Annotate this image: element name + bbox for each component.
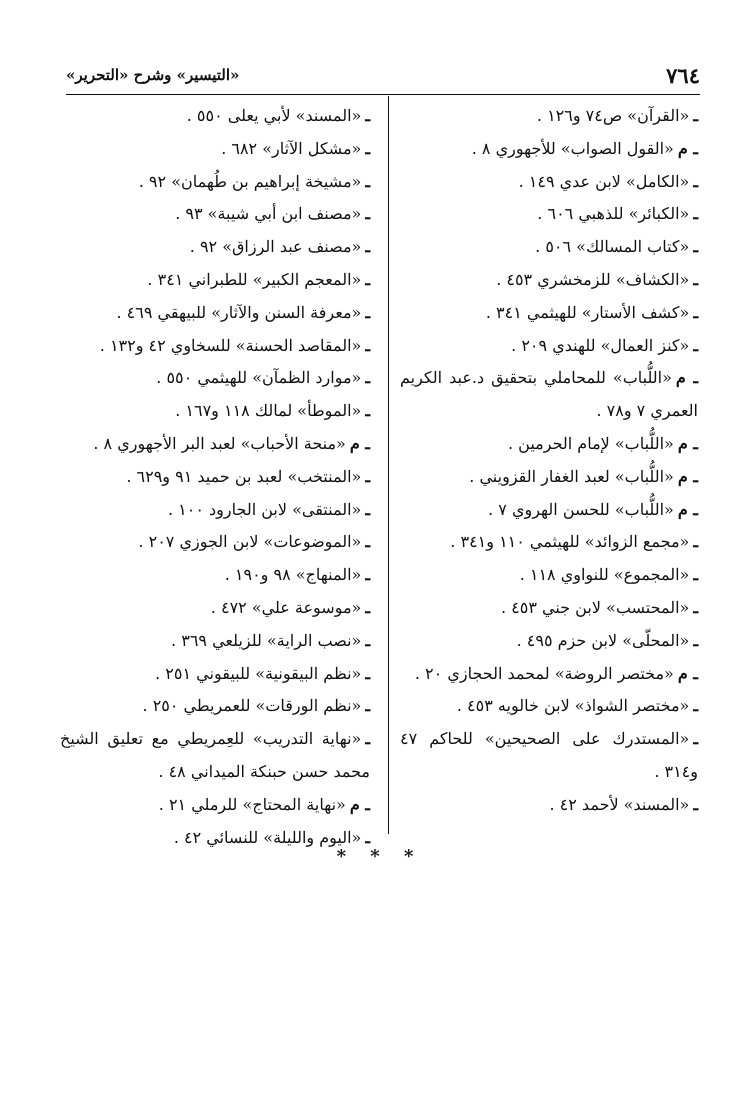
index-entry [400, 592, 698, 625]
index-entry [400, 264, 698, 297]
index-entry [60, 461, 370, 494]
entry-text: «اليوم والليلة» للنسائي ٤٢ . [173, 827, 362, 847]
entry-marker: ـ [693, 171, 698, 191]
index-entry [400, 494, 698, 527]
entry-marker: ـ [693, 696, 698, 716]
index-column-left [60, 100, 370, 854]
entry-text: «مصنف ابن أبي شيبة» ٩٣ . [175, 204, 362, 224]
page-header [66, 58, 700, 92]
index-entry [400, 559, 698, 592]
index-entry [60, 526, 370, 559]
entry-marker: ـ [693, 237, 698, 257]
entry-text: «الموضوعات» لابن الجوزي ٢٠٧ . [138, 532, 362, 552]
entry-marker: ـ [365, 630, 370, 650]
entry-text: «مختصر الشواذ» لابن خالويه ٤٥٣ . [456, 696, 690, 716]
entry-text: «المنتقى» لابن الجارود ١٠٠ . [168, 499, 362, 519]
index-entry [400, 526, 698, 559]
index-entry [400, 625, 698, 658]
entry-text: «المحلّى» لابن حزم ٤٩٥ . [516, 630, 690, 650]
entry-marker: ـ [365, 532, 370, 552]
index-entry [60, 428, 370, 461]
index-entry [400, 362, 698, 428]
entry-marker: ـ [365, 565, 370, 585]
header-rule [66, 94, 700, 95]
entry-text: «المحتسب» لابن جني ٤٥٣ . [501, 597, 690, 617]
entry-marker: ـ [693, 106, 698, 125]
entry-text: «مجمع الزوائد» للهيثمي ١١٠ و٣٤١ . [450, 532, 690, 552]
index-entry [400, 330, 698, 363]
entry-marker: ـ [693, 335, 698, 355]
index-entry [60, 297, 370, 330]
index-entry [400, 100, 698, 133]
entry-text: «اللُّباب» للمحاملي بتحقيق د.عبد الكريم العمري ٧ و٧٨ . [400, 368, 698, 421]
index-entry [60, 789, 370, 822]
index-entry [60, 133, 370, 166]
entry-marker: ـ م [677, 433, 698, 453]
entry-marker: ـ [365, 401, 370, 421]
entry-marker: ـ [693, 269, 698, 289]
entry-text: «الكشاف» للزمخشري ٤٥٣ . [496, 269, 690, 289]
entry-text: «كنز العمال» للهندي ٢٠٩ . [511, 335, 690, 355]
index-entry [60, 231, 370, 264]
index-entry [400, 297, 698, 330]
entry-text: «كتاب المسالك» ٥٠٦ . [535, 237, 690, 257]
entry-text: «معرفة السنن والآثار» للبيهقي ٤٦٩ . [116, 302, 362, 322]
index-entry [60, 625, 370, 658]
index-entry [60, 494, 370, 527]
entry-marker: ـ م [349, 433, 370, 453]
index-entry [60, 723, 370, 789]
entry-text: «الكامل» لابن عدي ١٤٩ . [518, 171, 690, 191]
entry-text: «نصب الراية» للزيلعي ٣٦٩ . [171, 630, 362, 650]
entry-marker: ـ م [349, 794, 370, 814]
index-entry [60, 198, 370, 231]
entry-marker: ـ م [675, 368, 699, 388]
entry-marker: ـ [693, 565, 698, 585]
entry-marker: ـ م [677, 138, 698, 158]
entry-text: «مشكل الآثار» ٦٨٢ . [221, 138, 362, 158]
entry-text: «القرآن» ص٧٤ و١٢٦ . [536, 106, 690, 125]
index-entry [400, 428, 698, 461]
entry-marker: ـ [693, 532, 698, 552]
entry-text: «المجموع» للنواوي ١١٨ . [519, 565, 690, 585]
entry-marker: ـ [365, 499, 370, 519]
entry-text: «المسند» لأحمد ٤٢ . [549, 794, 690, 814]
entry-marker: ـ م [677, 466, 698, 486]
entry-text: «نهاية المحتاج» للرملي ٢١ . [158, 794, 346, 814]
entry-marker: ـ [365, 663, 370, 683]
index-entry [60, 100, 370, 133]
entry-text: «المستدرك على الصحيحين» للحاكم ٤٧ و٣١٤ . [400, 729, 698, 781]
entry-text: «المقاصد الحسنة» للسخاوي ٤٢ و١٣٢ . [99, 335, 362, 355]
entry-text: «كشف الأستار» للهيثمي ٣٤١ . [485, 302, 690, 322]
index-entry [60, 559, 370, 592]
entry-text: «الكبائر» للذهبي ٦٠٦ . [537, 204, 690, 224]
entry-marker: ـ [365, 237, 370, 257]
index-entry [400, 166, 698, 199]
column-divider [388, 96, 389, 834]
entry-marker: ـ [365, 466, 370, 486]
index-entry [60, 690, 370, 723]
index-entry [60, 330, 370, 363]
entry-text: «المنهاج» ٩٨ و١٩٠ . [224, 565, 362, 585]
section-separator-stars: * * * [336, 846, 414, 867]
entry-text: «موسوعة علي» ٤٧٢ . [210, 597, 362, 617]
entry-text: «نظم الورقات» للعمريطي ٢٥٠ . [142, 696, 362, 716]
index-entry [60, 362, 370, 395]
entry-text: «المسند» لأبي يعلى ٥٥٠ . [186, 106, 362, 125]
index-entry [400, 789, 698, 822]
index-entry [400, 198, 698, 231]
entry-text: «مختصر الروضة» لمحمد الحجازي ٢٠ . [414, 663, 674, 683]
entry-marker: ـ [365, 106, 370, 125]
entry-marker: ـ [365, 269, 370, 289]
entry-marker: ـ [365, 138, 370, 158]
index-entry [400, 658, 698, 691]
entry-marker: ـ [365, 729, 370, 749]
entry-marker: ـ [693, 630, 698, 650]
entry-marker: ـ [365, 204, 370, 224]
entry-marker: ـ م [677, 499, 698, 519]
index-entry [400, 231, 698, 264]
running-title: «التيسير» وشرح «التحرير» [66, 66, 240, 84]
entry-marker: ـ [693, 794, 698, 814]
index-entry [60, 658, 370, 691]
entry-marker: ـ [365, 827, 370, 847]
index-entry [400, 461, 698, 494]
entry-marker: ـ [693, 204, 698, 224]
entry-marker: ـ [693, 597, 698, 617]
entry-text: «اللُّباب» لعبد الغفار القزويني . [469, 466, 674, 486]
index-entry [60, 395, 370, 428]
entry-text: «نظم البيقونية» للبيقوني ٢٥١ . [155, 663, 362, 683]
entry-marker: ـ [365, 302, 370, 322]
entry-marker: ـ [365, 368, 370, 388]
entry-text: «اللُّباب» للحسن الهروي ٧ . [488, 499, 674, 519]
index-column-right [400, 100, 698, 822]
entry-text: «اللُّباب» لإمام الحرمين . [507, 433, 674, 453]
index-entry [60, 264, 370, 297]
entry-marker: ـ [365, 335, 370, 355]
entry-marker: ـ م [677, 663, 698, 683]
index-entry [400, 133, 698, 166]
entry-marker: ـ [693, 302, 698, 322]
entry-text: «المنتخب» لعبد بن حميد ٩١ و٦٢٩ . [126, 466, 362, 486]
entry-marker: ـ [365, 171, 370, 191]
entry-text: «منحة الأحباب» لعبد البر الأجهوري ٨ . [93, 433, 346, 453]
entry-text: «مصنف عبد الرزاق» ٩٢ . [189, 237, 362, 257]
entry-text: «مشيخة إبراهيم بن طُهمان» ٩٢ . [138, 171, 362, 191]
index-entry [60, 166, 370, 199]
index-entry [400, 723, 698, 789]
entry-marker: ـ [693, 729, 698, 749]
entry-text: «موارد الظمآن» للهيثمي ٥٥٠ . [156, 368, 362, 388]
entry-text: «نهاية التدريب» للعِمريطي مع تعليق الشيخ محمد حسن حبنكة الميداني ٤٨ . [60, 729, 370, 781]
entry-marker: ـ [365, 696, 370, 716]
entry-text: «المعجم الكبير» للطبراني ٣٤١ . [147, 269, 362, 289]
index-entry [60, 592, 370, 625]
entry-marker: ـ [365, 597, 370, 617]
page-number: ٧٦٤ [666, 62, 700, 88]
entry-text: «الموطأ» لمالك ١١٨ و١٦٧ . [175, 401, 362, 421]
entry-text: «القول الصواب» للأجهوري ٨ . [471, 138, 674, 158]
index-entry [400, 690, 698, 723]
